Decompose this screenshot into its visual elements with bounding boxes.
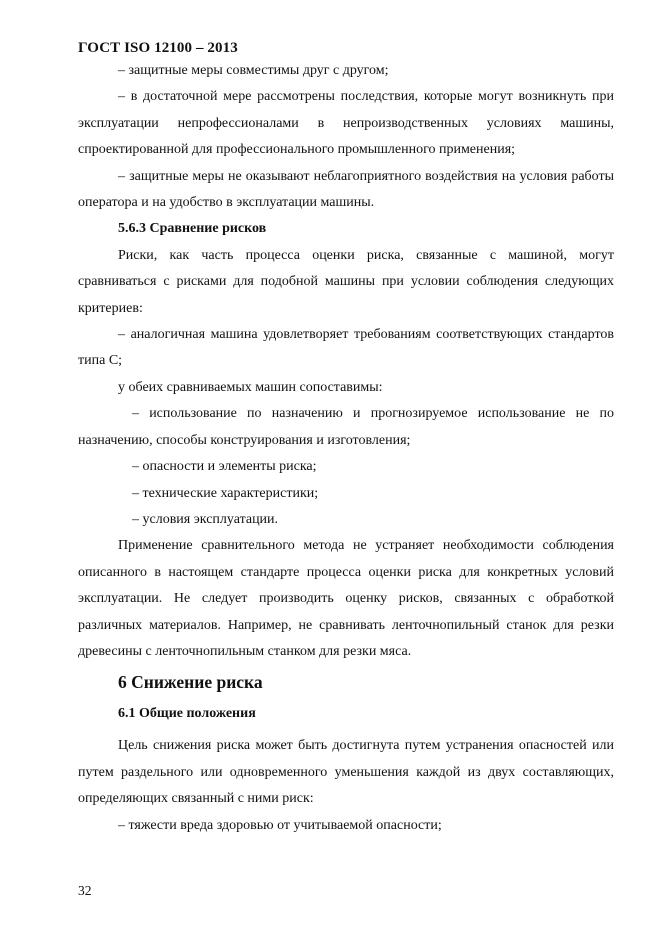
document-header: ГОСТ ISO 12100 – 2013 xyxy=(78,40,238,56)
paragraph: – защитные меры не оказывают неблагоприятного воздействия на условия работы оператора и на удобство в эксплуатации машины. xyxy=(78,168,614,211)
paragraph: – защитные меры совместимы друг с другом; xyxy=(118,63,389,78)
page-number: 32 xyxy=(78,883,92,898)
section-heading-5-6-3: 5.6.3 Сравнение рисков xyxy=(118,221,267,237)
list-item: – опасности и элементы риска; xyxy=(132,459,317,475)
paragraph: Применение сравнительного метода не устраняет необходимости соблюдения описанного в настоящем стандарте процесса оценки риска для конкретных условий эксплуатации. Не следует производить оценку рисков, связанных с обработкой различных материалов. Например, не сравнивать ленточнопильный станок для резки древесины с ленточнопильным станком для резки мяса. xyxy=(78,538,614,659)
paragraph: – в достаточной мере рассмотрены последствия, которые могут возникнуть при эксплуатации непрофессионалами в непроизводственных условиях машины, спроектированной для профессионального промышленного применения; xyxy=(78,89,614,158)
paragraph: Цель снижения риска может быть достигнута путем устранения опасностей или путем раздельного или одновременного уменьшения каждой из двух составляющих, определяющих связанный с ними риск: xyxy=(78,738,614,807)
paragraph: – тяжести вреда здоровью от учитываемой опасности; xyxy=(118,817,442,833)
paragraph: – аналогичная машина удовлетворяет требованиям соответствующих стандартов типа С; xyxy=(78,327,614,369)
list-item: – использование по назначению и прогнозируемое использование не по назначению, способы конструирования и изготовления; xyxy=(78,406,614,448)
paragraph: Риски, как часть процесса оценки риска, связанные с машиной, могут сравниваться с рисками для подобной машины при условии соблюдения следующих критериев: xyxy=(78,247,614,316)
page-body xyxy=(78,58,614,839)
list-item: – технические характеристики; xyxy=(132,485,319,501)
list-item: – условия эксплуатации. xyxy=(132,511,279,527)
paragraph: у обеих сравниваемых машин сопоставимы: xyxy=(118,379,383,395)
section-heading-6-1: 6.1 Общие положения xyxy=(118,706,256,722)
chapter-heading-6: 6 Снижение риска xyxy=(118,672,263,693)
